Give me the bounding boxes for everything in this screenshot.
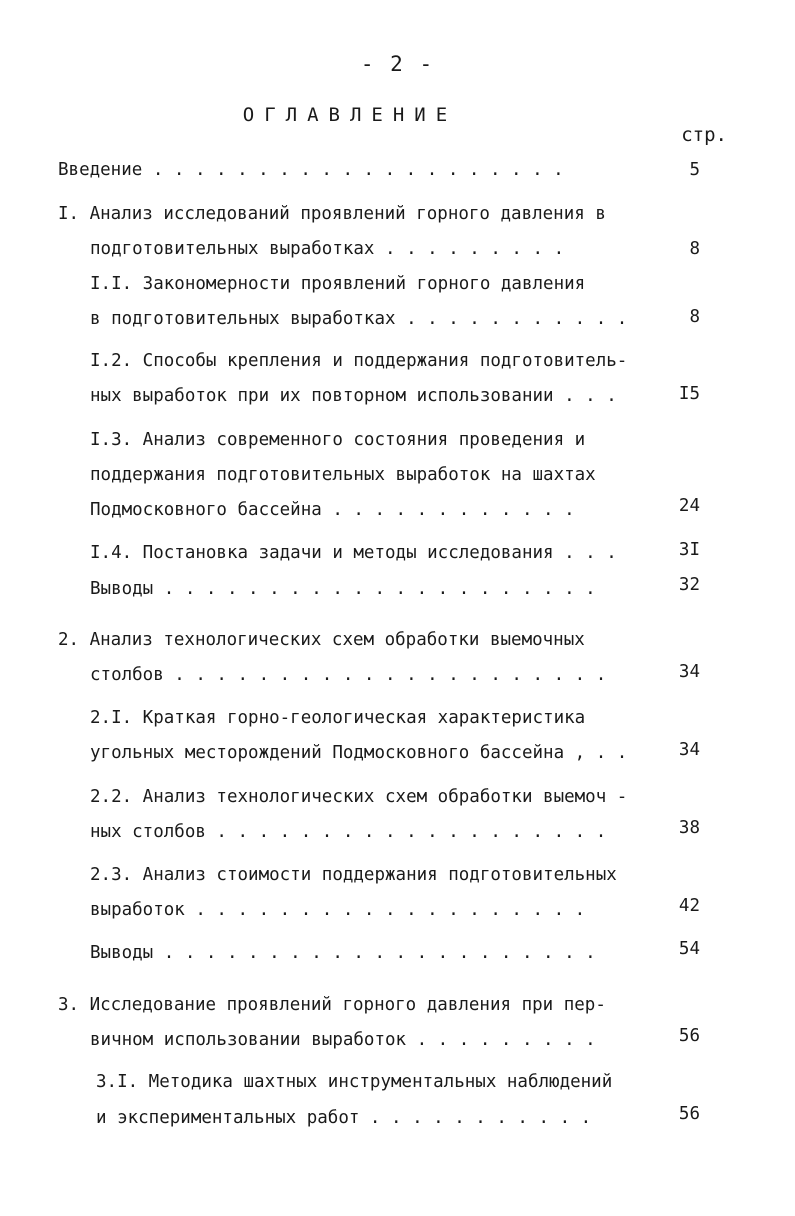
toc-page-conclusions-2: 54 [678,939,700,959]
toc-entry-s3-1-line1: 3.I. Методика шахтных инструментальных наблюдений [96,1072,613,1092]
page-column-label: стр. [681,124,727,146]
toc-page-ch3: 56 [678,1026,700,1046]
toc-page-intro: 5 [689,160,700,180]
toc-entry-s2-3-line2: выработок . . . . . . . . . . . . . . . . . . . [90,900,586,920]
toc-entry-s1-3-line2: поддержания подготовительных выработок на шахтах [90,465,596,485]
toc-entry-s2-2-line1: 2.2. Анализ технологических схем обработки выемоч - [90,787,628,807]
toc-page-s1-1: 8 [689,307,700,327]
toc-entry-s3-1-line2: и экспериментальных работ . . . . . . . . . . . [96,1108,592,1128]
toc-entry-s1-4: I.4. Постановка задачи и методы исследования . . . [90,543,617,563]
toc-entry-s1-3-line3: Подмосковного бассейна . . . . . . . . . . . . [90,500,575,520]
toc-entry-intro: Введение . . . . . . . . . . . . . . . . . . . . [58,160,564,180]
toc-entry-conclusions-2: Выводы . . . . . . . . . . . . . . . . . . . . . [90,943,596,963]
toc-page-s2-3: 42 [678,896,700,916]
toc-page-s2-1: 34 [678,740,700,760]
toc-entry-ch3-line2: вичном использовании выработок . . . . . . . . . [90,1030,596,1050]
toc-entry-s2-2-line2: ных столбов . . . . . . . . . . . . . . . . . . . [90,822,607,842]
toc-page-ch2: 34 [678,662,700,682]
toc-entry-s2-1-line1: 2.I. Краткая горно-геологическая характеристика [90,708,586,728]
toc-entry-conclusions-1: Выводы . . . . . . . . . . . . . . . . . . . . . [90,579,596,599]
toc-entry-s1-2-line1: I.2. Способы крепления и поддержания подготовитель- [90,351,628,371]
toc-title: ОГЛАВЛЕНИЕ [242,104,458,126]
toc-entry-s2-3-line1: 2.3. Анализ стоимости поддержания подготовительных [90,865,617,885]
toc-page-s3-1: 56 [678,1104,700,1124]
toc-entry-ch1-line1: I. Анализ исследований проявлений горного давления в [58,204,606,224]
toc-entry-s1-3-line1: I.3. Анализ современного состояния проведения и [90,430,586,450]
toc-page-ch1: 8 [689,239,700,259]
toc-page-conclusions-1: 32 [678,575,700,595]
toc-entry-ch2-line2: столбов . . . . . . . . . . . . . . . . . . . . . [90,665,607,685]
toc-page-s1-2: I5 [678,384,700,404]
toc-entry-ch1-line2: подготовительных выработках . . . . . . . . . [90,239,565,259]
toc-entry-ch2-line1: 2. Анализ технологических схем обработки выемочных [58,630,585,650]
toc-page-s1-4: 3I [678,540,700,560]
toc-entry-s1-1-line1: I.I. Закономерности проявлений горного давления [90,274,586,294]
toc-page-s2-2: 38 [678,818,700,838]
page-number: - 2 - [360,52,435,76]
toc-page-s1-3: 24 [678,496,700,516]
toc-entry-s1-2-line2: ных выработок при их повторном использовании . . . [90,386,617,406]
toc-entry-s1-1-line2: в подготовительных выработках . . . . . . . . . . . [90,309,628,329]
toc-entry-ch3-line1: 3. Исследование проявлений горного давления при пер- [58,995,606,1015]
toc-entry-s2-1-line2: угольных месторождений Подмосковного бассейна , . . [90,743,628,763]
